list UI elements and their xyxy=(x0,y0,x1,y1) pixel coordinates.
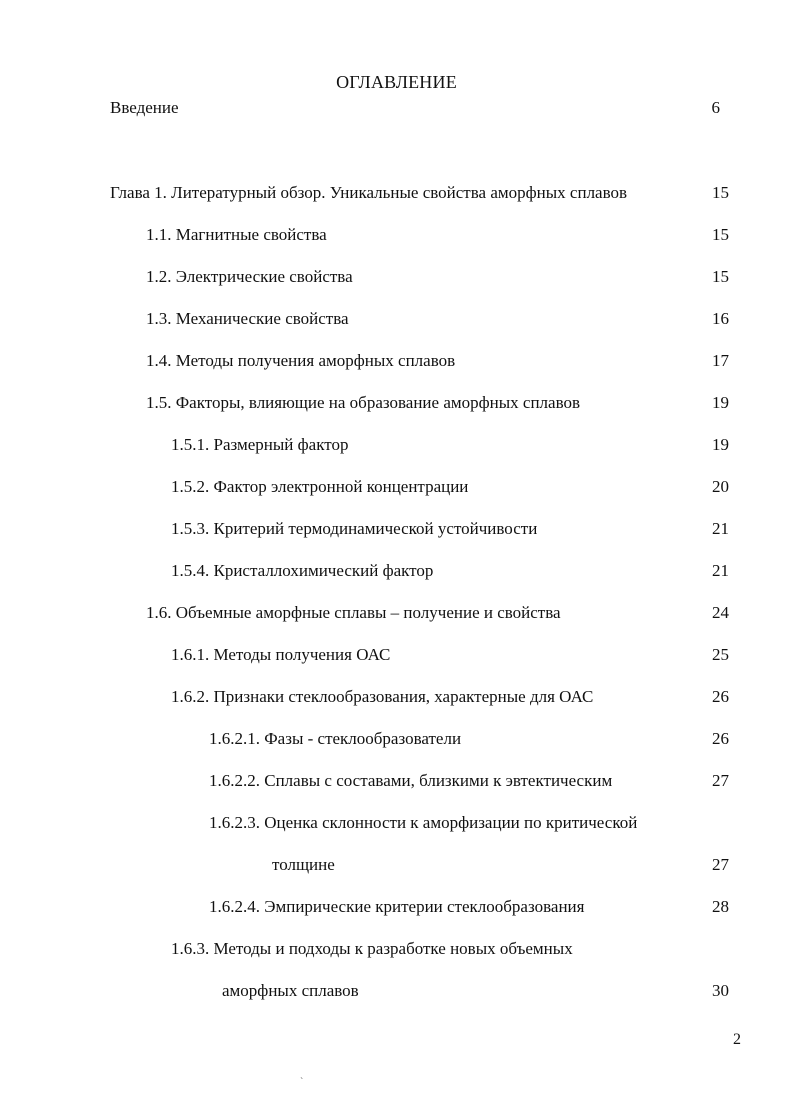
page-number: 2 xyxy=(733,1031,741,1048)
toc-entry-text: 1.5.3. Критерий термодинамической устойчивости xyxy=(171,519,538,538)
toc-entry-text: Введение xyxy=(110,98,179,117)
toc-entry-page: 21 xyxy=(712,519,729,538)
toc-entry-text: 1.4. Методы получения аморфных сплавов xyxy=(146,351,456,370)
toc-entry-text: 1.6.2. Признаки стеклообразования, характерные для ОАС xyxy=(171,687,594,706)
toc-entry-page: 27 xyxy=(712,855,729,874)
toc-entry-text: 1.6.2.1. Фазы - стеклообразователи xyxy=(209,729,462,748)
toc-entry-text: 1.5.2. Фактор электронной концентрации xyxy=(171,477,469,496)
toc-entry-page: 19 xyxy=(712,435,729,454)
toc-entry-page: 30 xyxy=(712,981,729,1000)
toc-entry-page: 21 xyxy=(712,561,729,580)
toc-entry-page: 27 xyxy=(712,771,729,790)
toc-entry-page: 15 xyxy=(712,183,729,202)
toc-entry-page: 6 xyxy=(711,98,720,117)
toc-entry-page: 15 xyxy=(712,267,729,286)
toc-entry-text: 1.6. Объемные аморфные сплавы – получение и свойства xyxy=(146,603,561,622)
toc-entry-page: 19 xyxy=(712,393,729,412)
toc-entry-text: 1.6.2.4. Эмпирические критерии стеклообразования xyxy=(209,897,585,916)
toc-entry-text: 1.2. Электрические свойства xyxy=(146,267,353,286)
toc-entry-text: 1.5. Факторы, влияющие на образование аморфных сплавов xyxy=(146,393,581,412)
toc-entry-page: 26 xyxy=(712,687,729,706)
toc-entry-page: 16 xyxy=(712,309,729,328)
toc-entry-text: 1.5.4. Кристаллохимический фактор xyxy=(171,561,434,580)
toc-entry-page: 26 xyxy=(712,729,729,748)
toc-entry-text: 1.3. Механические свойства xyxy=(146,309,349,328)
toc-entry-text: аморфных сплавов xyxy=(222,981,359,1000)
page-title: ОГЛАВЛЕНИЕ xyxy=(336,72,457,92)
scan-artifact: ` xyxy=(300,1077,304,1088)
toc-entry-text: 1.6.2.3. Оценка склонности к аморфизации по критической xyxy=(209,813,638,832)
toc-entry-page: 20 xyxy=(712,477,729,496)
toc-entry-page: 28 xyxy=(712,897,729,916)
toc-entry-page: 15 xyxy=(712,225,729,244)
toc-entry-text: 1.6.1. Методы получения ОАС xyxy=(171,645,391,664)
toc-entry-text: 1.6.2.2. Сплавы с составами, близкими к эвтектическим xyxy=(209,771,613,790)
toc-entry-page: 17 xyxy=(712,351,729,370)
toc-entry-text: 1.1. Магнитные свойства xyxy=(146,225,327,244)
toc-entry-text: толщине xyxy=(272,855,335,874)
toc-entry-page: 24 xyxy=(712,603,729,622)
toc-entry-text: Глава 1. Литературный обзор. Уникальные свойства аморфных сплавов xyxy=(110,183,628,202)
toc-entry-page: 25 xyxy=(712,645,729,664)
toc-entry-text: 1.6.3. Методы и подходы к разработке новых объемных xyxy=(171,939,573,958)
toc-entry-text: 1.5.1. Размерный фактор xyxy=(171,435,349,454)
